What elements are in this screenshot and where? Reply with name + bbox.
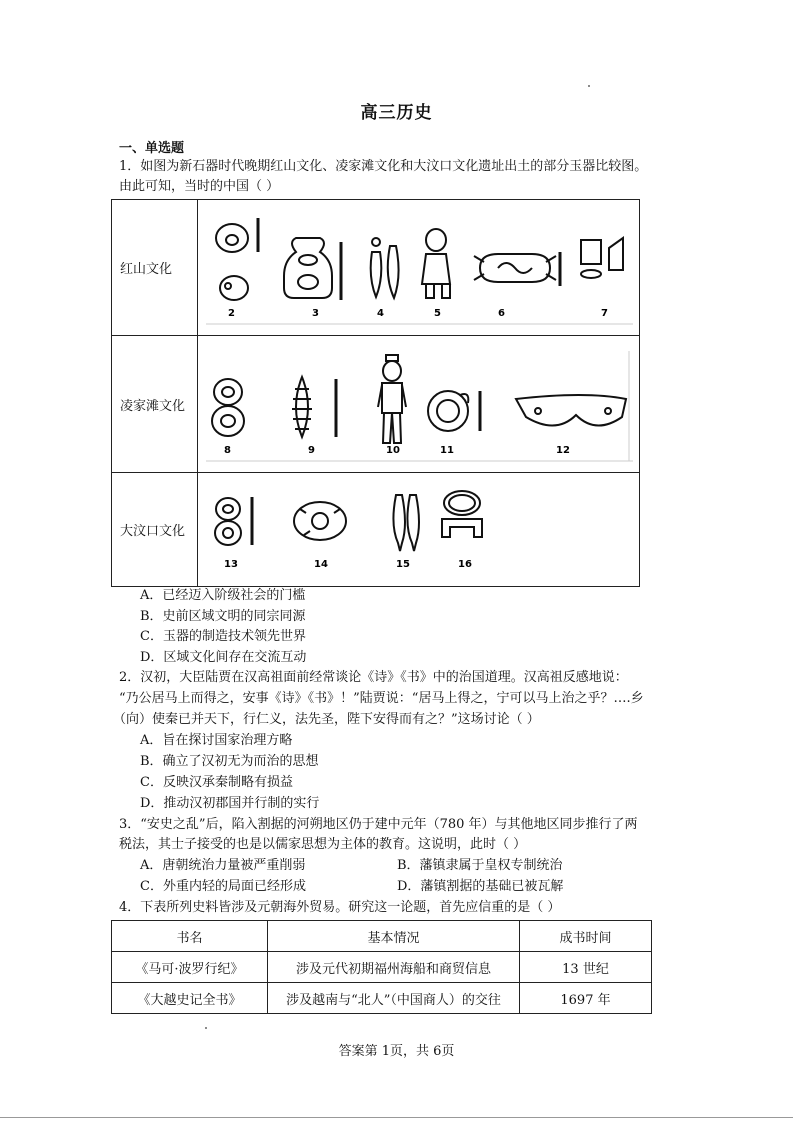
q1-stem-line2: 由此可知，当时的中国（ ）	[119, 179, 280, 194]
column-header-date: 成书时间	[520, 921, 652, 952]
figure-number: 13	[224, 558, 238, 570]
q3-stem-line2: 税法，其士子接受的也是以儒家思想为主体的教育。这说明，此时（ ）	[119, 837, 527, 852]
lingjiatan-jade-illustrations	[198, 337, 639, 472]
figure-number: 12	[556, 444, 570, 456]
figure-number: 14	[314, 558, 328, 570]
figure-number: 6	[498, 308, 505, 320]
table-row	[112, 952, 652, 983]
table-cell: 《马可·波罗行纪》	[112, 952, 268, 983]
q2-option-a[interactable]: A．旨在探讨国家治理方略	[140, 733, 293, 748]
q3-option-b[interactable]: B．藩镇隶属于皇权专制统治	[397, 858, 563, 873]
section-heading: 一、单选题	[119, 141, 185, 156]
q1-option-d[interactable]: D．区域文化间存在交流互动	[140, 650, 307, 665]
culture-label-hongshan: 红山文化	[112, 200, 198, 336]
dawenkou-jade-figure	[198, 472, 640, 586]
table-row	[112, 336, 640, 472]
q2-stem-line3: （向）使秦已并天下，行仁义，法先圣，陛下安得而有之？”这场讨论（ ）	[113, 712, 540, 727]
figure-number: 8	[224, 444, 231, 456]
q2-stem-line2: “乃公居马上而得之，安事《诗》《书》！”陆贾说：“居马上得之，宁可以马上治之乎？….乡	[119, 691, 644, 706]
figure-number: 15	[396, 558, 410, 570]
lingjiatan-jade-figure	[198, 336, 640, 472]
column-header-title: 书名	[112, 921, 268, 952]
q2-option-c[interactable]: C．反映汉承秦制略有损益	[140, 775, 293, 790]
q3-stem-line1: 3．“安史之乱”后，陷入割据的河朔地区仍于建中元年（780 年）与其他地区同步推行了两	[119, 817, 638, 832]
table-row	[112, 983, 652, 1014]
figure-number: 16	[458, 558, 472, 570]
bottom-divider	[0, 1117, 793, 1118]
hongshan-jade-figure	[198, 200, 640, 336]
scan-speck	[205, 1027, 207, 1029]
hongshan-jade-illustrations	[198, 200, 639, 335]
figure-number: 10	[386, 444, 400, 456]
scan-speck	[588, 85, 590, 87]
q2-stem-line1: 2．汉初，大臣陆贾在汉高祖面前经常谈论《诗》《书》中的治国道理。汉高祖反感地说：	[119, 670, 628, 685]
q1-option-a[interactable]: A．已经迈入阶级社会的门槛	[140, 588, 306, 603]
page-footer: 答案第 1页，共 6页	[338, 1044, 455, 1059]
q1-stem-line1: 1．如图为新石器时代晚期红山文化、凌家滩文化和大汶口文化遗址出土的部分玉器比较图。	[119, 159, 648, 174]
figure-number: 2	[228, 308, 235, 320]
column-header-description: 基本情况	[268, 921, 520, 952]
q3-option-a[interactable]: A．唐朝统治力量被严重削弱	[140, 858, 306, 873]
figure-number: 3	[312, 308, 319, 320]
culture-label-lingjiatan: 凌家滩文化	[112, 336, 198, 472]
table-row	[112, 200, 640, 336]
figure-number: 5	[434, 308, 441, 320]
q3-option-c[interactable]: C．外重内轻的局面已经形成	[140, 879, 306, 894]
figure-number: 9	[308, 444, 315, 456]
q1-option-c[interactable]: C．玉器的制造技术领先世界	[140, 629, 306, 644]
table-cell: 1697 年	[520, 983, 652, 1014]
table-row	[112, 472, 640, 586]
table-cell: 涉及越南与“北人”（中国商人）的交往	[268, 983, 520, 1014]
culture-label-dawenkou: 大汶口文化	[112, 472, 198, 586]
q2-option-d[interactable]: D．推动汉初郡国并行制的实行	[140, 796, 320, 811]
table-cell: 13 世纪	[520, 952, 652, 983]
q3-option-d[interactable]: D．藩镇割据的基础已被瓦解	[397, 879, 564, 894]
table-cell: 涉及元代初期福州海船和商贸信息	[268, 952, 520, 983]
q1-option-b[interactable]: B．史前区域文明的同宗同源	[140, 609, 306, 624]
source-table	[111, 920, 652, 1014]
q2-option-b[interactable]: B．确立了汉初无为而治的思想	[140, 754, 319, 769]
table-cell: 《大越史记全书》	[112, 983, 268, 1014]
page-title: 高三历史	[360, 103, 433, 123]
figure-number: 7	[601, 308, 608, 320]
figure-number: 11	[440, 444, 454, 456]
q4-stem-line1: 4．下表所列史料皆涉及元朝海外贸易。研究这一论题，首先应信重的是（ ）	[119, 900, 561, 915]
table-header-row	[112, 921, 652, 952]
jade-comparison-table	[111, 199, 640, 587]
dawenkou-jade-illustrations	[198, 473, 639, 586]
figure-number: 4	[377, 308, 384, 320]
